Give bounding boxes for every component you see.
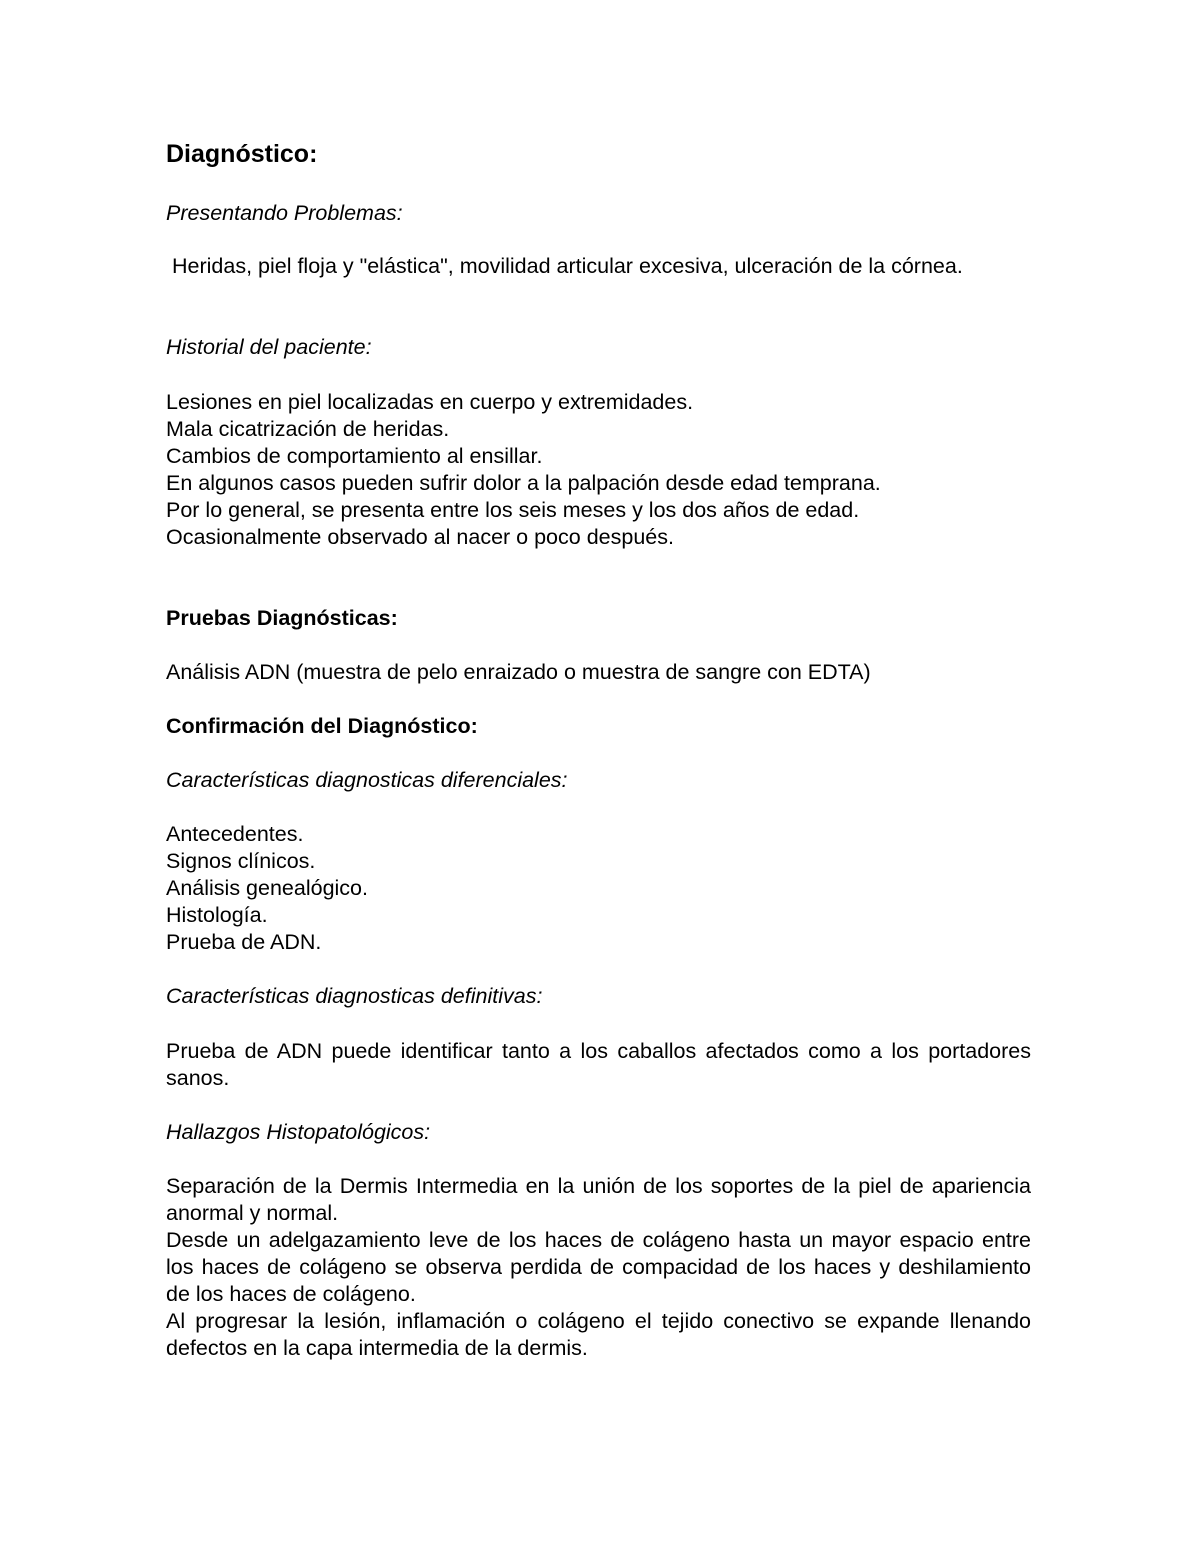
history-line: En algunos casos pueden sufrir dolor a la palpación desde edad temprana. [166, 471, 881, 495]
differential-line: Antecedentes. [166, 822, 304, 846]
page-title: Diagnóstico: [166, 140, 318, 168]
differential-features-list [166, 821, 1031, 956]
histopathology-label: Hallazgos Histopatológicos: [166, 1120, 431, 1144]
diagnostic-tests-text: Análisis ADN (muestra de pelo enraizado o muestra de sangre con EDTA) [166, 660, 871, 684]
histopathology-paragraph: Separación de la Dermis Intermedia en la unión de los soportes de la piel de apariencia anormal y normal. [166, 1174, 1031, 1225]
diagnosis-confirmation-heading: Confirmación del Diagnóstico: [166, 714, 478, 738]
differential-line: Análisis genealógico. [166, 876, 368, 900]
histopathology-paragraph: Al progresar la lesión, inflamación o colágeno el tejido conectivo se expande llenando defectos en la capa intermedia de la dermis. [166, 1309, 1031, 1360]
differential-features-label: Características diagnosticas diferenciales: [166, 768, 568, 792]
differential-line: Signos clínicos. [166, 849, 316, 873]
presenting-problems-text: Heridas, piel floja y "elástica", movilidad articular excesiva, ulceración de la córnea. [166, 254, 963, 278]
history-line: Mala cicatrización de heridas. [166, 417, 450, 441]
histopathology-findings [166, 1173, 1031, 1362]
patient-history-label: Historial del paciente: [166, 335, 372, 359]
presenting-problems-label: Presentando Problemas: [166, 201, 403, 225]
definitive-features-text: Prueba de ADN puede identificar tanto a los caballos afectados como a los portadores sanos. [166, 1039, 1031, 1090]
differential-line: Histología. [166, 903, 268, 927]
history-line: Por lo general, se presenta entre los seis meses y los dos años de edad. [166, 498, 860, 522]
patient-history-list [166, 389, 1031, 551]
history-line: Lesiones en piel localizadas en cuerpo y extremidades. [166, 390, 694, 414]
histopathology-paragraph: Desde un adelgazamiento leve de los haces de colágeno hasta un mayor espacio entre los haces de colágeno se observa perdida de compacidad de los haces y deshilamiento de los haces de colágeno. [166, 1228, 1031, 1306]
diagnostic-tests-heading: Pruebas Diagnósticas: [166, 606, 398, 630]
history-line: Cambios de comportamiento al ensillar. [166, 444, 543, 468]
history-line: Ocasionalmente observado al nacer o poco después. [166, 525, 674, 549]
definitive-features-label: Características diagnosticas definitivas: [166, 984, 543, 1008]
differential-line: Prueba de ADN. [166, 930, 322, 954]
